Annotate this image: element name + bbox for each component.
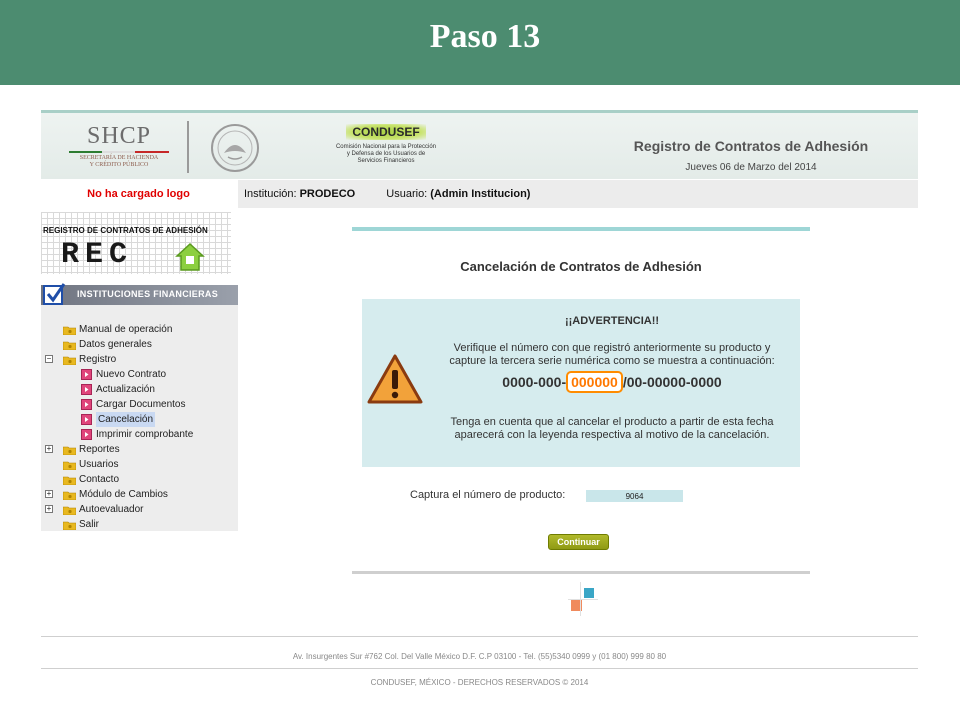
folder-icon	[63, 520, 76, 530]
arrow-page-icon	[81, 384, 92, 395]
shcp-logo	[59, 123, 179, 178]
shcp-line1: SECRETARÍA DE HACIENDA	[79, 155, 159, 161]
reca-logo	[41, 212, 231, 274]
arrow-page-icon	[81, 414, 92, 425]
institucion-value: PRODECO	[299, 188, 356, 200]
sidebar-item-cancelacion[interactable]	[41, 412, 238, 427]
usuario-label: Usuario:	[386, 188, 428, 200]
footer-divider	[41, 668, 918, 669]
arrow-page-icon	[81, 399, 92, 410]
warning-box	[362, 299, 800, 467]
sidebar-item-contacto[interactable]	[41, 472, 238, 487]
page-title: Cancelación de Contratos de Adhesión	[460, 259, 702, 274]
condusef-tagline-3: Servicios Financieros	[357, 158, 415, 164]
sidebar-item-cargar-documentos[interactable]	[41, 397, 238, 412]
expand-icon[interactable]: +	[46, 489, 52, 498]
folder-icon	[63, 505, 76, 515]
sidebar-item-label: Contacto	[79, 474, 120, 485]
format-prefix: 0000-000-	[502, 374, 567, 390]
warning-note-2: aparecerá con la leyenda respectiva al motivo de la cancelación.	[454, 429, 770, 441]
checkbox-check-icon	[41, 281, 67, 307]
folder-icon	[63, 355, 76, 365]
number-format-example	[424, 371, 800, 393]
warning-line-1: Verifique el número con que registró anteriormente su producto y	[453, 342, 771, 354]
continue-button[interactable]: Continuar	[548, 534, 609, 550]
sidebar-tree	[41, 322, 238, 532]
info-bar	[238, 180, 918, 208]
sidebar-item-label: Registro	[79, 354, 117, 365]
format-suffix: /00-00000-0000	[622, 374, 722, 390]
sidebar-item-label: Manual de operación	[79, 324, 173, 335]
sidebar-item-registro[interactable]	[41, 352, 238, 367]
header-date: Jueves 06 de Marzo del 2014	[685, 162, 817, 173]
sidebar-item-salir[interactable]	[41, 517, 238, 532]
sidebar-item-autoevaluador[interactable]	[41, 502, 238, 517]
sidebar-item-label: Módulo de Cambios	[79, 489, 168, 500]
footer-divider	[41, 636, 918, 637]
arrow-page-icon	[81, 369, 92, 380]
condusef-tagline-1: Comisión Nacional para la Protección	[335, 144, 437, 150]
sidebar-item-actualizacion[interactable]	[41, 382, 238, 397]
folder-icon	[63, 445, 76, 455]
sidebar-item-label: Usuarios	[79, 459, 119, 470]
reca-house-icon	[175, 242, 205, 272]
warning-note-1: Tenga en cuenta que al cancelar el producto a partir de esta fecha	[450, 416, 774, 428]
condusef-name: CONDUSEF	[346, 124, 425, 140]
national-seal-icon	[206, 123, 264, 173]
condusef-tagline-2: y Defensa de los Usuarios de	[346, 151, 426, 157]
sidebar-item-modulo-cambios[interactable]	[41, 487, 238, 502]
sidebar-item-label: Reportes	[79, 444, 120, 455]
sidebar-item-usuarios[interactable]	[41, 457, 238, 472]
arrow-page-icon	[81, 429, 92, 440]
sidebar-item-label: Imprimir comprobante	[96, 429, 194, 440]
capture-label: Captura el número de producto:	[410, 489, 566, 501]
header-divider	[187, 121, 189, 173]
expand-icon[interactable]: +	[46, 504, 52, 513]
site-header	[41, 110, 918, 179]
folder-icon	[63, 340, 76, 350]
warning-line-2: capture la tercera serie numérica como se muestra a continuación:	[449, 355, 775, 367]
sidebar-item-label: Salir	[79, 519, 100, 530]
sidebar-item-label: Actualización	[96, 384, 155, 395]
reca-top-text: REGISTRO DE CONTRATOS DE ADHESIÓN	[43, 226, 208, 235]
collapse-icon[interactable]: −	[46, 354, 52, 363]
format-highlight: 000000	[566, 371, 623, 393]
footer-address: Av. Insurgentes Sur #762 Col. Del Valle México D.F. C.P 03100 - Tel. (55)5340 0999 y (01 800) 999 80 80	[292, 652, 667, 661]
folder-icon	[63, 325, 76, 335]
warning-triangle-icon	[366, 353, 424, 405]
sidebar-item-label: Autoevaluador	[79, 504, 144, 515]
sidebar	[41, 305, 238, 531]
warning-title: ¡¡ADVERTENCIA!!	[564, 315, 660, 327]
sidebar-item-label: Datos generales	[79, 339, 152, 350]
footer-copyright: CONDUSEF, MÉXICO - DERECHOS RESERVADOS © 2014	[370, 678, 589, 687]
shcp-name: SHCP	[86, 123, 152, 149]
sidebar-item-label: Cargar Documentos	[96, 399, 186, 410]
product-number-input[interactable]	[586, 490, 683, 502]
sidebar-item-manual[interactable]	[41, 322, 238, 337]
sidebar-item-nuevo-contrato[interactable]	[41, 367, 238, 382]
header-title: Registro de Contratos de Adhesión	[633, 138, 869, 154]
folder-icon	[63, 475, 76, 485]
expand-icon[interactable]: +	[46, 444, 52, 453]
condusef-logo	[311, 123, 461, 179]
folder-icon	[63, 460, 76, 470]
institucion-label: Institución:	[244, 188, 297, 200]
folder-icon	[63, 490, 76, 500]
sidebar-item-label: Nuevo Contrato	[96, 369, 167, 380]
sidebar-item-label: Cancelación	[98, 414, 154, 425]
decorative-squares-icon	[568, 582, 598, 616]
sidebar-item-datos-generales[interactable]	[41, 337, 238, 352]
sidebar-item-imprimir-comprobante[interactable]	[41, 427, 238, 442]
reca-logo-text: REC	[61, 238, 134, 272]
flag-stripe	[69, 151, 169, 153]
slide-title: Paso 13	[429, 18, 541, 55]
usuario-value: (Admin Institucion)	[430, 188, 531, 200]
sidebar-heading	[41, 285, 238, 305]
shcp-line2: Y CRÉDITO PÚBLICO	[89, 162, 149, 168]
logo-notice: No ha cargado logo	[87, 188, 190, 200]
main-panel	[352, 227, 810, 574]
sidebar-item-reportes[interactable]	[41, 442, 238, 457]
sidebar-heading-label: INSTITUCIONES FINANCIERAS	[77, 289, 219, 299]
